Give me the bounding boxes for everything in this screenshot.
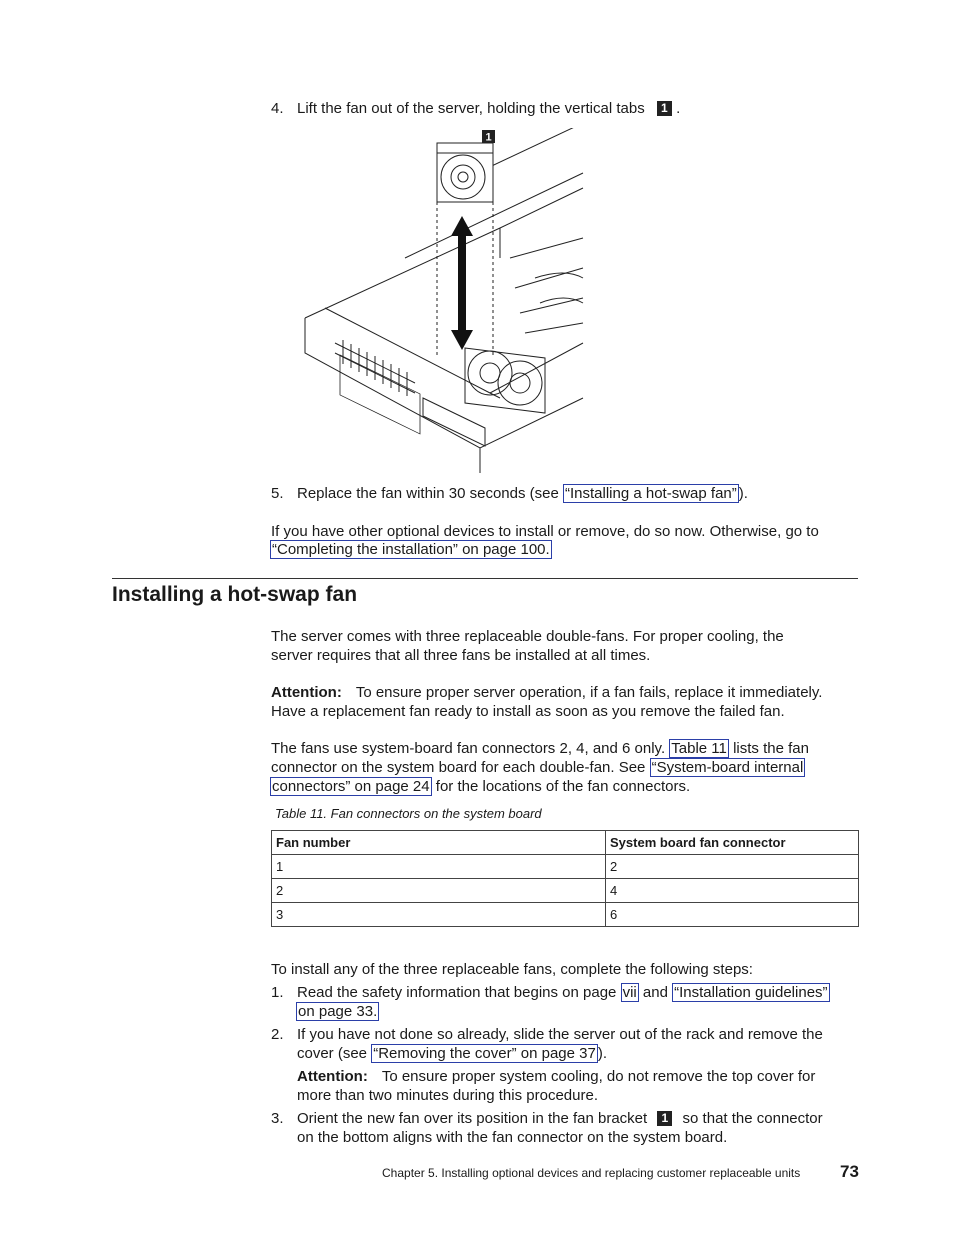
figure-callout-1: 1: [485, 131, 492, 144]
step-5: 5. Replace the fan within 30 seconds (see “Installing a hot-swap fan” ).: [271, 485, 748, 502]
table-cell: 6: [606, 903, 859, 927]
table-header: System board fan connector: [606, 831, 859, 855]
section-heading: Installing a hot-swap fan: [112, 583, 358, 606]
table-cell: 1: [272, 855, 606, 879]
section-divider: [112, 578, 858, 579]
install-intro: To install any of the three replaceable fans, complete the following steps:: [271, 961, 753, 978]
link-table-11[interactable]: Table 11: [671, 740, 727, 757]
install-step-2: 2. If you have not done so already, slide the server out of the rack and remove the cover (see “Removing the cover” on page 37 ).: [271, 1026, 823, 1062]
link-page-vii[interactable]: vii: [622, 984, 637, 1001]
link-system-board-connectors-b[interactable]: connectors” on page 24: [272, 778, 430, 795]
attention-note-2: Attention: To ensure proper system cooling, do not remove the top cover for more than two minutes during this procedure.: [297, 1068, 816, 1104]
intro-paragraph: The server comes with three replaceable double-fans. For proper cooling, the server requires that all three fans be installed at all times.: [271, 628, 784, 664]
table-row: [272, 879, 859, 903]
link-installation-guidelines-a[interactable]: “Installation guidelines”: [674, 984, 828, 1001]
fan-connector-table: [271, 830, 859, 927]
link-removing-cover[interactable]: “Removing the cover” on page 37: [373, 1045, 596, 1062]
table-row: [272, 855, 859, 879]
table-header: Fan number: [272, 831, 606, 855]
table-caption: Table 11. Fan connectors on the system board: [275, 806, 542, 821]
step-4: 4. Lift the fan out of the server, holding the vertical tabs 1 .: [271, 100, 681, 117]
attention-note-1: Attention: To ensure proper server operation, if a fan fails, replace it immediately. Have a replacement fan ready to install as soon as you remove the failed fan.: [271, 684, 823, 720]
callout-1: 1: [657, 1111, 672, 1126]
install-step-3: 3. Orient the new fan over its position in the fan bracket 1 so that the connector on the bottom aligns with the fan connector on the system board.: [271, 1110, 823, 1146]
link-installation-guidelines-b[interactable]: on page 33.: [298, 1003, 378, 1020]
link-system-board-connectors-a[interactable]: “System-board internal: [651, 759, 804, 776]
table-cell: 2: [272, 879, 606, 903]
paragraph-other-devices: If you have other optional devices to install or remove, do so now. Otherwise, go to: [271, 523, 819, 540]
table-cell: 2: [606, 855, 859, 879]
table-cell: 3: [272, 903, 606, 927]
table-row: [272, 903, 859, 927]
callout-1: 1: [657, 101, 672, 116]
fan-connectors-paragraph: The fans use system-board fan connectors 2, 4, and 6 only. Table 11 lists the fan connector on the system board for each double-fan. See “System-board internal connectors” on page 24 for the locations of the fan connectors.: [271, 740, 809, 795]
table-header-row: [272, 831, 859, 855]
link-completing-installation[interactable]: “Completing the installation” on page 100.: [272, 541, 550, 558]
paragraph-other-devices-link-line: [270, 540, 552, 559]
fan-removal-illustration: [295, 128, 590, 473]
page-number: 73: [840, 1162, 859, 1181]
footer-chapter: Chapter 5. Installing optional devices and replacing customer replaceable units: [382, 1166, 801, 1180]
link-installing-hot-swap-fan[interactable]: “Installing a hot-swap fan”: [565, 485, 737, 502]
table-cell: 4: [606, 879, 859, 903]
install-step-1: 1. Read the safety information that begins on page vii and “Installation guidelines” on page 33.: [271, 984, 828, 1020]
